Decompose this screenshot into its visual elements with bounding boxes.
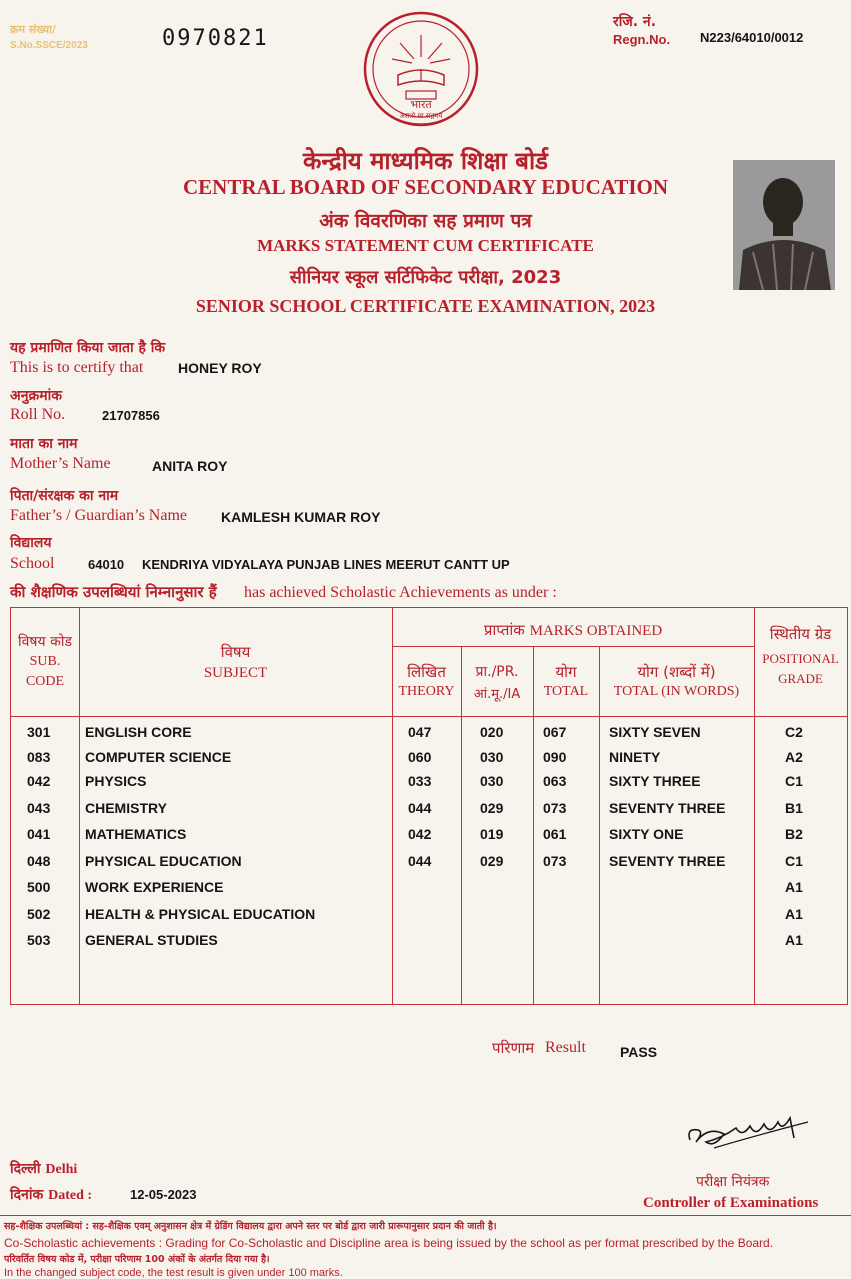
theory-marks: 047: [408, 724, 432, 740]
header-pr: प्रा./PR.: [475, 664, 519, 680]
father-label-en: Father’s / Guardian’s Name: [10, 507, 187, 524]
header-words-en: TOTAL (IN WORDS): [613, 684, 740, 699]
total-in-words: SIXTY THREE: [609, 773, 701, 789]
total-in-words: NINETY: [609, 749, 661, 765]
exam-title-en: SENIOR SCHOOL CERTIFICATE EXAMINATION, 2023: [195, 296, 656, 316]
board-title-hi: केन्द्रीय माध्यमिक शिक्षा बोर्ड: [302, 147, 549, 175]
subject-code: 301: [27, 724, 51, 740]
subject-name: GENERAL STUDIES: [85, 932, 218, 948]
positional-grade: A1: [785, 932, 803, 948]
practical-marks: 029: [480, 800, 504, 816]
total-marks: 061: [543, 826, 567, 842]
note-1-hi: सह-शैक्षिक उपलब्धियां : सह-शैक्षिक एवम् अनुशासन क्षेत्र में ग्रेडिंग विद्यालय द्वारा अपने स्तर पर बोर्ड द्वारा जारी प्रारूपानुसार प्रदान की जाती है।: [4, 1221, 497, 1232]
header-total-en: TOTAL: [543, 684, 589, 699]
serial-label-hi: क्रम संख्या/: [10, 23, 56, 36]
positional-grade: B1: [785, 800, 803, 816]
logo-text: भारत: [410, 98, 432, 111]
table-row: [11, 932, 847, 958]
subject-code: 502: [27, 906, 51, 922]
theory-marks: 033: [408, 773, 432, 789]
place-hi: दिल्ली: [10, 1161, 41, 1177]
place-en: Delhi: [45, 1162, 78, 1177]
roll-label-en: Roll No.: [10, 406, 66, 423]
positional-grade: C2: [785, 724, 803, 740]
certify-label-hi: यह प्रमाणित किया जाता है कि: [10, 340, 166, 356]
table-row: [11, 826, 847, 852]
header-marks-en: MARKS OBTAINED: [529, 623, 663, 639]
positional-grade: A1: [785, 906, 803, 922]
subject-code: 043: [27, 800, 51, 816]
result-value: PASS: [620, 1044, 658, 1060]
doc-title-en: MARKS STATEMENT CUM CERTIFICATE: [257, 236, 594, 255]
positional-grade: C1: [785, 853, 803, 869]
header-code-hi: विषय कोड: [18, 634, 72, 650]
total-marks: 090: [543, 749, 567, 765]
father-name: KAMLESH KUMAR ROY: [221, 509, 381, 525]
total-marks: 067: [543, 724, 567, 740]
practical-marks: 029: [480, 853, 504, 869]
subject-name: MATHEMATICS: [85, 826, 187, 842]
table-row: [11, 773, 847, 799]
serial-number: 0970821: [162, 26, 269, 51]
dated-hi: दिनांक: [10, 1187, 44, 1203]
place-label: [10, 1159, 77, 1178]
roll-label-hi: अनुक्रमांक: [10, 388, 62, 404]
practical-marks: 030: [480, 773, 504, 789]
exam-title-hi: सीनियर स्कूल सर्टिफिकेट परीक्षा, 2023: [289, 267, 562, 288]
header-grade-en-1: POSITIONAL: [762, 651, 839, 666]
theory-marks: 044: [408, 800, 432, 816]
total-marks: 073: [543, 800, 567, 816]
header-grade-en-2: GRADE: [778, 671, 823, 686]
header-theory-en: THEORY: [398, 684, 455, 699]
practical-marks: 030: [480, 749, 504, 765]
subject-code: 503: [27, 932, 51, 948]
header-code-en-2: CODE: [25, 674, 65, 689]
subject-code: 083: [27, 749, 51, 765]
subject-name: PHYSICAL EDUCATION: [85, 853, 242, 869]
mother-label-hi: माता का नाम: [10, 436, 78, 452]
result-label-en: Result: [545, 1039, 586, 1056]
theory-marks: 044: [408, 853, 432, 869]
positional-grade: B2: [785, 826, 803, 842]
achieved-label-en: has achieved Scholastic Achievements as under :: [244, 584, 557, 601]
header-marks: [392, 620, 754, 640]
student-photo: [733, 160, 835, 290]
total-in-words: SEVENTY THREE: [609, 853, 726, 869]
dated-label: [10, 1185, 92, 1204]
practical-marks: 020: [480, 724, 504, 740]
subject-name: HEALTH & PHYSICAL EDUCATION: [85, 906, 316, 922]
total-in-words: SIXTY SEVEN: [609, 724, 701, 740]
note-2-hi: परिवर्तित विषय कोड में, परीक्षा परिणाम 100 अंकों के अंतर्गत दिया गया है।: [4, 1254, 270, 1265]
dated-en: Dated :: [48, 1188, 93, 1203]
header-subject-en: SUBJECT: [203, 665, 268, 681]
mother-name: ANITA ROY: [152, 458, 228, 474]
subject-name: ENGLISH CORE: [85, 724, 192, 740]
serial-label-en: S.No.SSCE/2023: [10, 40, 88, 51]
practical-marks: 019: [480, 826, 504, 842]
subject-code: 042: [27, 773, 51, 789]
header-ia: आं.मू./IA: [473, 687, 521, 702]
subject-name: PHYSICS: [85, 773, 147, 789]
mother-label-en: Mother’s Name: [10, 455, 111, 472]
doc-title-hi: अंक विवरणिका सह प्रमाण पत्र: [319, 210, 532, 232]
theory-marks: 060: [408, 749, 432, 765]
header-total-hi: योग: [555, 663, 577, 681]
table-row: [11, 853, 847, 879]
regn-label-hi: रजि. नं.: [613, 14, 657, 30]
roll-number: 21707856: [102, 408, 160, 423]
positional-grade: C1: [785, 773, 803, 789]
table-row: [11, 906, 847, 932]
student-name: HONEY ROY: [178, 360, 262, 376]
father-label-hi: पिता/संरक्षक का नाम: [10, 488, 119, 504]
certify-label-en: This is to certify that: [10, 359, 144, 376]
regn-number: N223/64010/0012: [700, 30, 804, 45]
total-marks: 073: [543, 853, 567, 869]
subject-code: 048: [27, 853, 51, 869]
school-name: KENDRIYA VIDYALAYA PUNJAB LINES MEERUT CANTT UP: [142, 557, 510, 572]
controller-signature: [684, 1108, 814, 1158]
controller-label-hi: परीक्षा नियंत्रक: [696, 1174, 770, 1190]
marks-table: [10, 607, 848, 1005]
header-subject-hi: विषय: [220, 643, 251, 661]
logo-motto: असतो मा सद्गमय: [399, 112, 443, 120]
header-theory-hi: लिखित: [407, 663, 446, 681]
table-row: [11, 749, 847, 775]
subject-name: COMPUTER SCIENCE: [85, 749, 232, 765]
regn-label-en: Regn.No.: [613, 32, 671, 47]
header-grade-hi: स्थितीय ग्रेड: [769, 625, 832, 643]
table-row: [11, 800, 847, 826]
header-words-hi: योग (शब्दों में): [637, 663, 716, 681]
total-in-words: SIXTY ONE: [609, 826, 684, 842]
total-in-words: SEVENTY THREE: [609, 800, 726, 816]
note-2-en: In the changed subject code, the test result is given under 100 marks.: [4, 1267, 343, 1279]
subject-code: 500: [27, 879, 51, 895]
total-marks: 063: [543, 773, 567, 789]
subject-code: 041: [27, 826, 51, 842]
header-code-en-1: SUB.: [29, 654, 61, 669]
footer-divider: [0, 1215, 851, 1216]
table-row: [11, 879, 847, 905]
table-row: [11, 724, 847, 750]
controller-label-en: Controller of Examinations: [643, 1195, 819, 1211]
positional-grade: A1: [785, 879, 803, 895]
school-code: 64010: [88, 557, 125, 572]
achieved-label-hi: की शैक्षणिक उपलब्धियां निम्नानुसार हैं: [10, 583, 217, 601]
school-label-hi: विद्यालय: [10, 535, 52, 551]
issue-date: 12-05-2023: [130, 1187, 197, 1202]
positional-grade: A2: [785, 749, 803, 765]
header-marks-hi: प्राप्तांक: [483, 621, 525, 639]
note-1-en: Co-Scholastic achievements : Grading for Co-Scholastic and Discipline area is being issued by the school as per format prescribed by the Board.: [4, 1236, 774, 1250]
theory-marks: 042: [408, 826, 432, 842]
subject-name: WORK EXPERIENCE: [85, 879, 224, 895]
school-label-en: School: [10, 555, 55, 572]
board-title-en: CENTRAL BOARD OF SECONDARY EDUCATION: [182, 175, 669, 199]
subject-name: CHEMISTRY: [85, 800, 167, 816]
result-label-hi: परिणाम: [492, 1039, 535, 1057]
